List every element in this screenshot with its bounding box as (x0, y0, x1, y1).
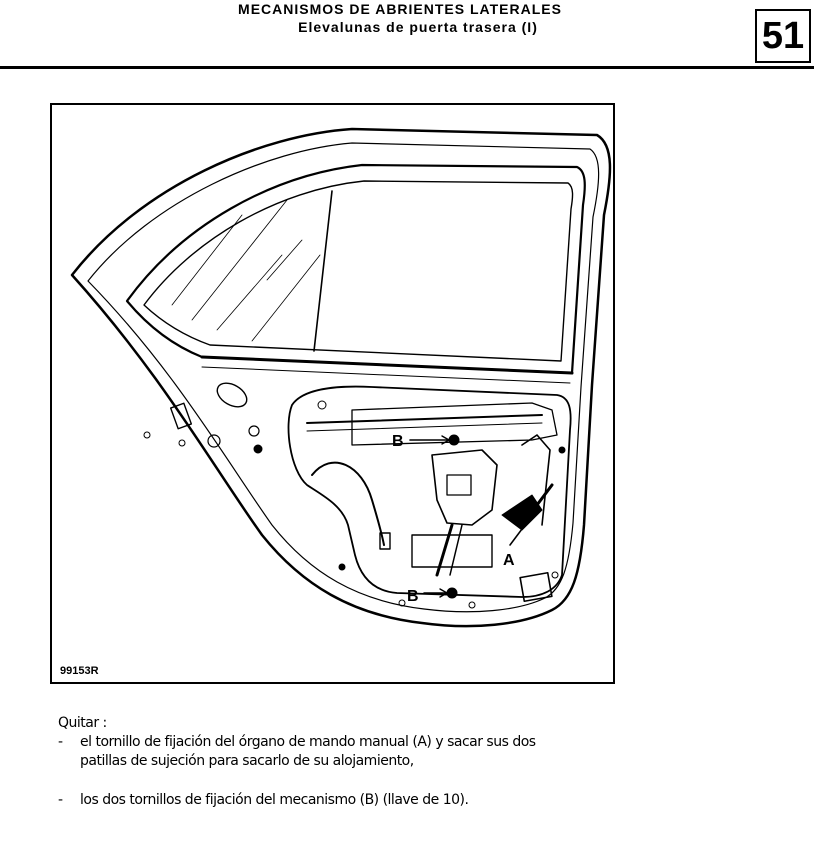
fastener-hole-a (339, 564, 345, 570)
access-hole-1 (213, 378, 251, 411)
door-outer-outline (72, 129, 610, 626)
instruction-step-1 (58, 733, 638, 771)
bolt-upper-b (449, 435, 459, 445)
access-hole-4 (254, 445, 262, 453)
section-number: 51 (761, 14, 805, 57)
window-frame-inner (144, 181, 573, 361)
step-1-dash: - (58, 734, 63, 750)
door-diagram-figure (50, 103, 615, 684)
step-2-dash: - (58, 792, 63, 808)
small-hole-5 (179, 440, 185, 446)
step-1-line-2: patillas de sujeción para sacarlo de su alojamiento, (80, 753, 414, 769)
access-hole-3 (249, 426, 259, 436)
regulator-rail-top (307, 415, 542, 423)
header-subtitle: Elevalunas de puerta trasera (I) (298, 19, 538, 35)
small-hole-6 (144, 432, 150, 438)
callout-label-b-upper: B (392, 433, 404, 450)
figure-reference: 99153R (60, 665, 99, 677)
window-frame-outer (127, 165, 585, 373)
bolt-lower-b (447, 588, 457, 598)
glass-division-line (314, 191, 332, 351)
fastener-hole-e (318, 401, 326, 409)
regulator-mechanism (432, 450, 497, 525)
step-2-line-1: los dos tornillos de fijación del mecanismo (B) (llave de 10). (80, 792, 469, 808)
fastener-hole-f (559, 447, 565, 453)
instructions (58, 714, 638, 810)
control-cable (312, 463, 384, 545)
instructions-intro: Quitar : (58, 715, 107, 731)
fastener-hole-c (469, 602, 475, 608)
header-divider (0, 66, 814, 69)
glass-hatching (172, 200, 320, 341)
access-hole-2 (208, 435, 220, 447)
mechanism-plate (447, 475, 471, 495)
door-diagram (52, 105, 613, 682)
regulator-rail-top-2 (307, 423, 542, 431)
fastener-hole-d (552, 572, 558, 578)
header-title: MECANISMOS DE ABRIENTES LATERALES (238, 1, 562, 17)
callout-label-b-lower: B (407, 588, 419, 605)
callout-label-a: A (503, 552, 515, 569)
door-outer-inner-line (88, 143, 599, 612)
section-number-badge (755, 9, 811, 63)
step-1-line-1: el tornillo de fijación del órgano de mando manual (A) y sacar sus dos (80, 734, 536, 750)
instruction-step-2 (58, 791, 638, 810)
lower-mechanism-box (412, 535, 492, 567)
